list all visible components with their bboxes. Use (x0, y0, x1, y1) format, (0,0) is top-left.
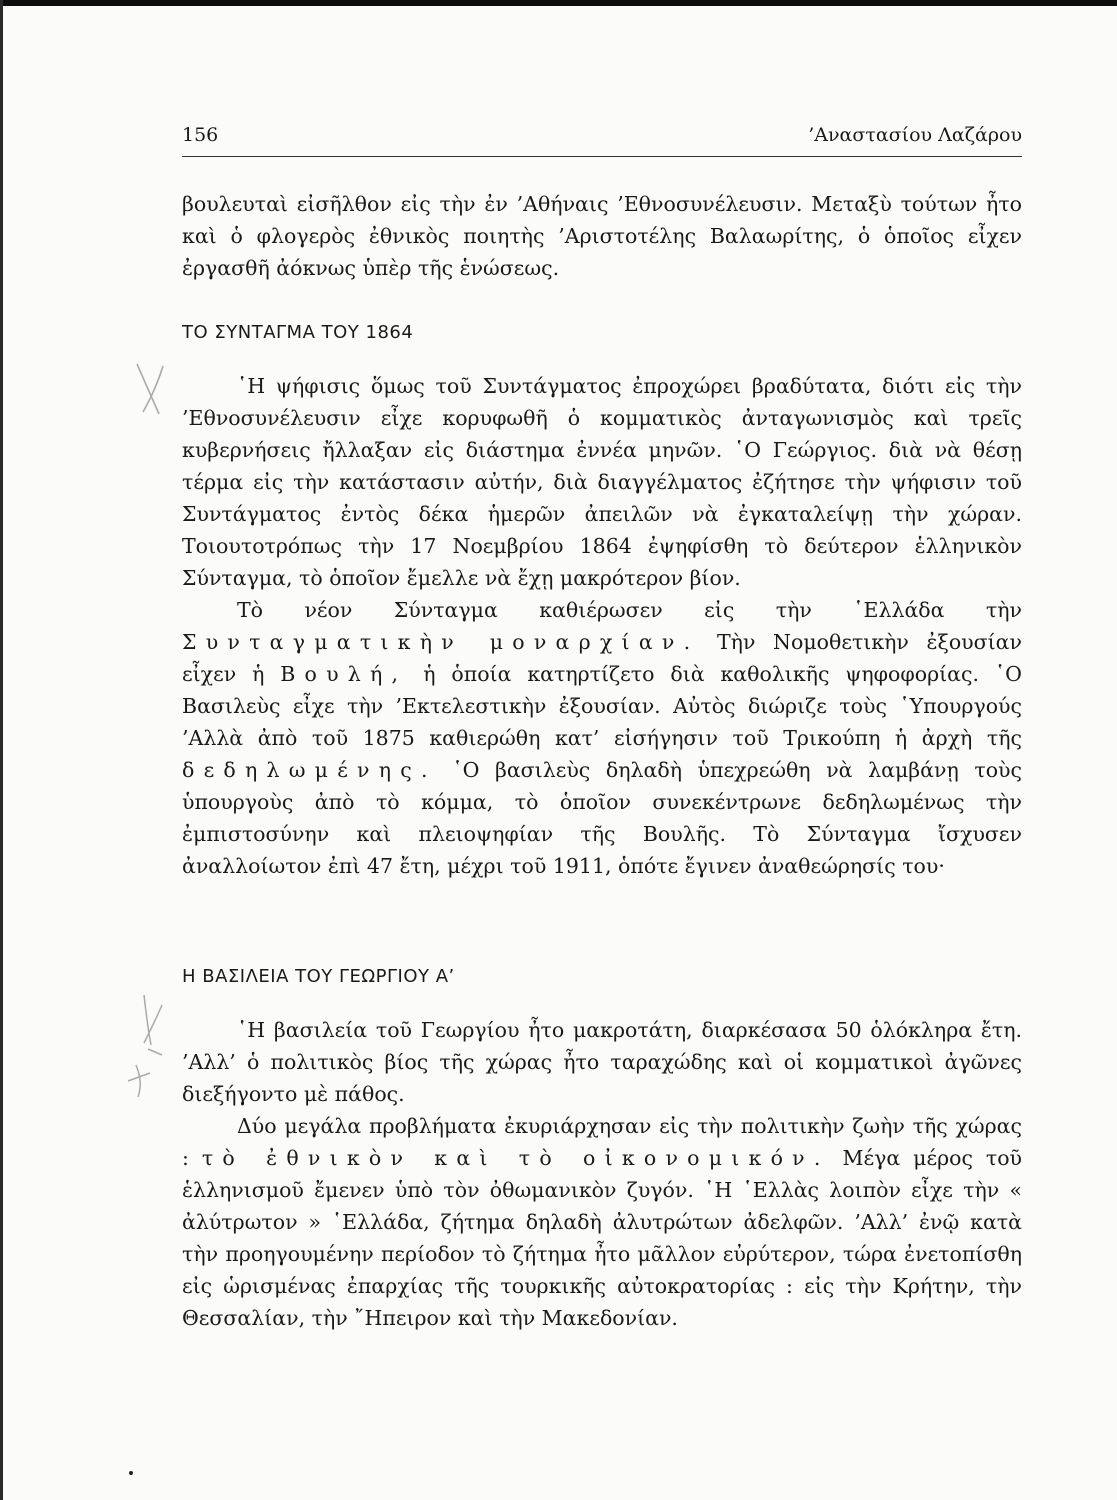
text-run: Δύο μεγάλα προβλήματα ἐκυριάρχησαν εἰς τὴν πολιτικὴν ζωὴν τῆς χώρας : (182, 1114, 1022, 1170)
scan-top-edge (0, 0, 1117, 6)
running-head: ’Αναστασίου Λαζάρου (808, 124, 1022, 146)
spaced-emphasis: Βουλή, (280, 662, 408, 686)
spaced-emphasis: δεδηλωμένης. (182, 758, 437, 782)
spaced-emphasis: Συνταγματικὴν μοναρχίαν. (182, 630, 700, 654)
text-run: Τὸ νέον Σύνταγμα καθιέρωσεν εἰς τὴν ῾Ελλάδα τὴν (237, 598, 1022, 622)
pencil-margin-note (118, 985, 178, 1115)
text-run: Τὴν Νομοθετικὴν ἐξουσίαν εἶχεν ἡ (182, 630, 1022, 686)
section-body-constitution (182, 370, 1022, 882)
section-heading-constitution: ΤΟ ΣΥΝΤΑΓΜΑ ΤΟΥ 1864 (182, 322, 414, 343)
ink-speck (126, 1468, 138, 1480)
text-run: ἡ ὁποία κατηρτίζετο διὰ καθολικῆς ψηφοφορίας. ῾Ο Βασιλεὺς εἶχε τὴν ’Εκτελεστικὴν ἐξουσίαν. Αὐτὸς διώριζε τοὺς ῾Υπουργούς ’Αλλὰ ἀπὸ τοῦ 1875 καθιερώθη κατ’ εἰσήγησιν τοῦ Τρικούπη ἡ ἀρχὴ τῆς (182, 662, 1022, 750)
opening-paragraph: βουλευταὶ εἰσῆλθον εἰς τὴν ἐν ’Αθήναις ’Εθνοσυνέλευσιν. Μεταξὺ τούτων ἦτο καὶ ὁ φλογερὸς ἐθνικὸς ποιητὴς ’Αριστοτέλης Βαλαωρίτης, ὁ ὁποῖος εἶχεν ἐργασθῆ ἀόκνως ὑπὲρ τῆς ἑνώσεως. (182, 192, 1022, 280)
header-rule (182, 156, 1022, 157)
page-number: 156 (182, 124, 219, 146)
paragraph: ῾Η ψήφισις ὅμως τοῦ Συντάγματος ἐπροχώρει βραδύτατα, διότι εἰς τὴν ’Εθνοσυνέλευσιν εἶχε κορυφωθῆ ὁ κομματικὸς ἀνταγωνισμὸς καὶ τρεῖς κυβερνήσεις ἤλλαξαν εἰς διάστημα ἐννέα μηνῶν. ῾Ο Γεώργιος. διὰ νὰ θέσῃ τέρμα εἰς τὴν κατάστασιν αὐτήν, διὰ διαγγέλματος ἐζήτησε τὴν ψήφισιν τοῦ Συντάγματος ἐντὸς δέκα ἡμερῶν ἀπειλῶν νὰ ἐγκαταλείψῃ τὴν χώραν. Τοιουτοτρόπως τὴν 17 Νοεμβρίου 1864 ἐψηφίσθη τὸ δεύτερον ἑλληνικὸν Σύνταγμα, τὸ ὁποῖον ἔμελλε νὰ ἔχῃ μακρότερον βίον. (182, 374, 1022, 590)
section-body-reign (182, 1014, 1022, 1334)
spaced-emphasis: τὸ ἐθνικὸν καὶ τὸ οἰκονομικόν. (201, 1146, 830, 1170)
pencil-margin-mark (125, 358, 175, 418)
page-header (182, 124, 1022, 154)
section-heading-reign: Η ΒΑΣΙΛΕΙΑ ΤΟΥ ΓΕΩΡΓΙΟΥ Α’ (182, 966, 455, 987)
paragraph (182, 594, 1022, 882)
paragraph (182, 1110, 1022, 1334)
text-run: ῾Ο βασιλεὺς δηλαδὴ ὑπεχρεώθη νὰ λαμβάνῃ τοὺς ὑπουργοὺς ἀπὸ τὸ κόμμα, τὸ ὁποῖον συνεκέντρωνε δεδηλωμένως τὴν ἐμπιστοσύνην καὶ πλειοψηφίαν τῆς Βουλῆς. Τὸ Σύνταγμα ἴσχυσεν ἀναλλοίωτον ἐπὶ 47 ἔτη, μέχρι τοῦ 1911, ὁπότε ἔγινεν ἀναθεώρησίς του· (182, 758, 1022, 878)
paragraph: ῾Η βασιλεία τοῦ Γεωργίου ἦτο μακροτάτη, διαρκέσασα 50 ὁλόκληρα ἔτη. ’Αλλ’ ὁ πολιτικὸς βίος τῆς χώρας ἦτο ταραχώδης καὶ οἱ κομματικοὶ ἀγῶνες διεξήγοντο μὲ πάθος. (182, 1018, 1022, 1106)
text-run: Μέγα μέρος τοῦ ἑλληνισμοῦ ἔμενεν ὑπὸ τὸν ὀθωμανικὸν ζυγόν. ῾Η ῾Ελλὰς λοιπὸν εἶχε τὴν « ἀλύτρωτον » ῾Ελλάδα, ζήτημα δηλαδὴ ἀλυτρώτων ἀδελφῶν. ’Αλλ’ ἐνῷ κατὰ τὴν προηγουμένην περίοδον τὸ ζήτημα ἦτο μᾶλλον εὐρύτερον, τώρα ἐνετοπίσθη εἰς ὡρισμένας ἐπαρχίας τῆς τουρκικῆς αὐτοκρατορίας : εἰς τὴν Κρήτην, τὴν Θεσσαλίαν, τὴν ῎Ηπειρον καὶ τὴν Μακεδονίαν. (182, 1146, 1023, 1330)
scan-left-edge (0, 0, 3, 1500)
opening-text (182, 188, 1022, 284)
